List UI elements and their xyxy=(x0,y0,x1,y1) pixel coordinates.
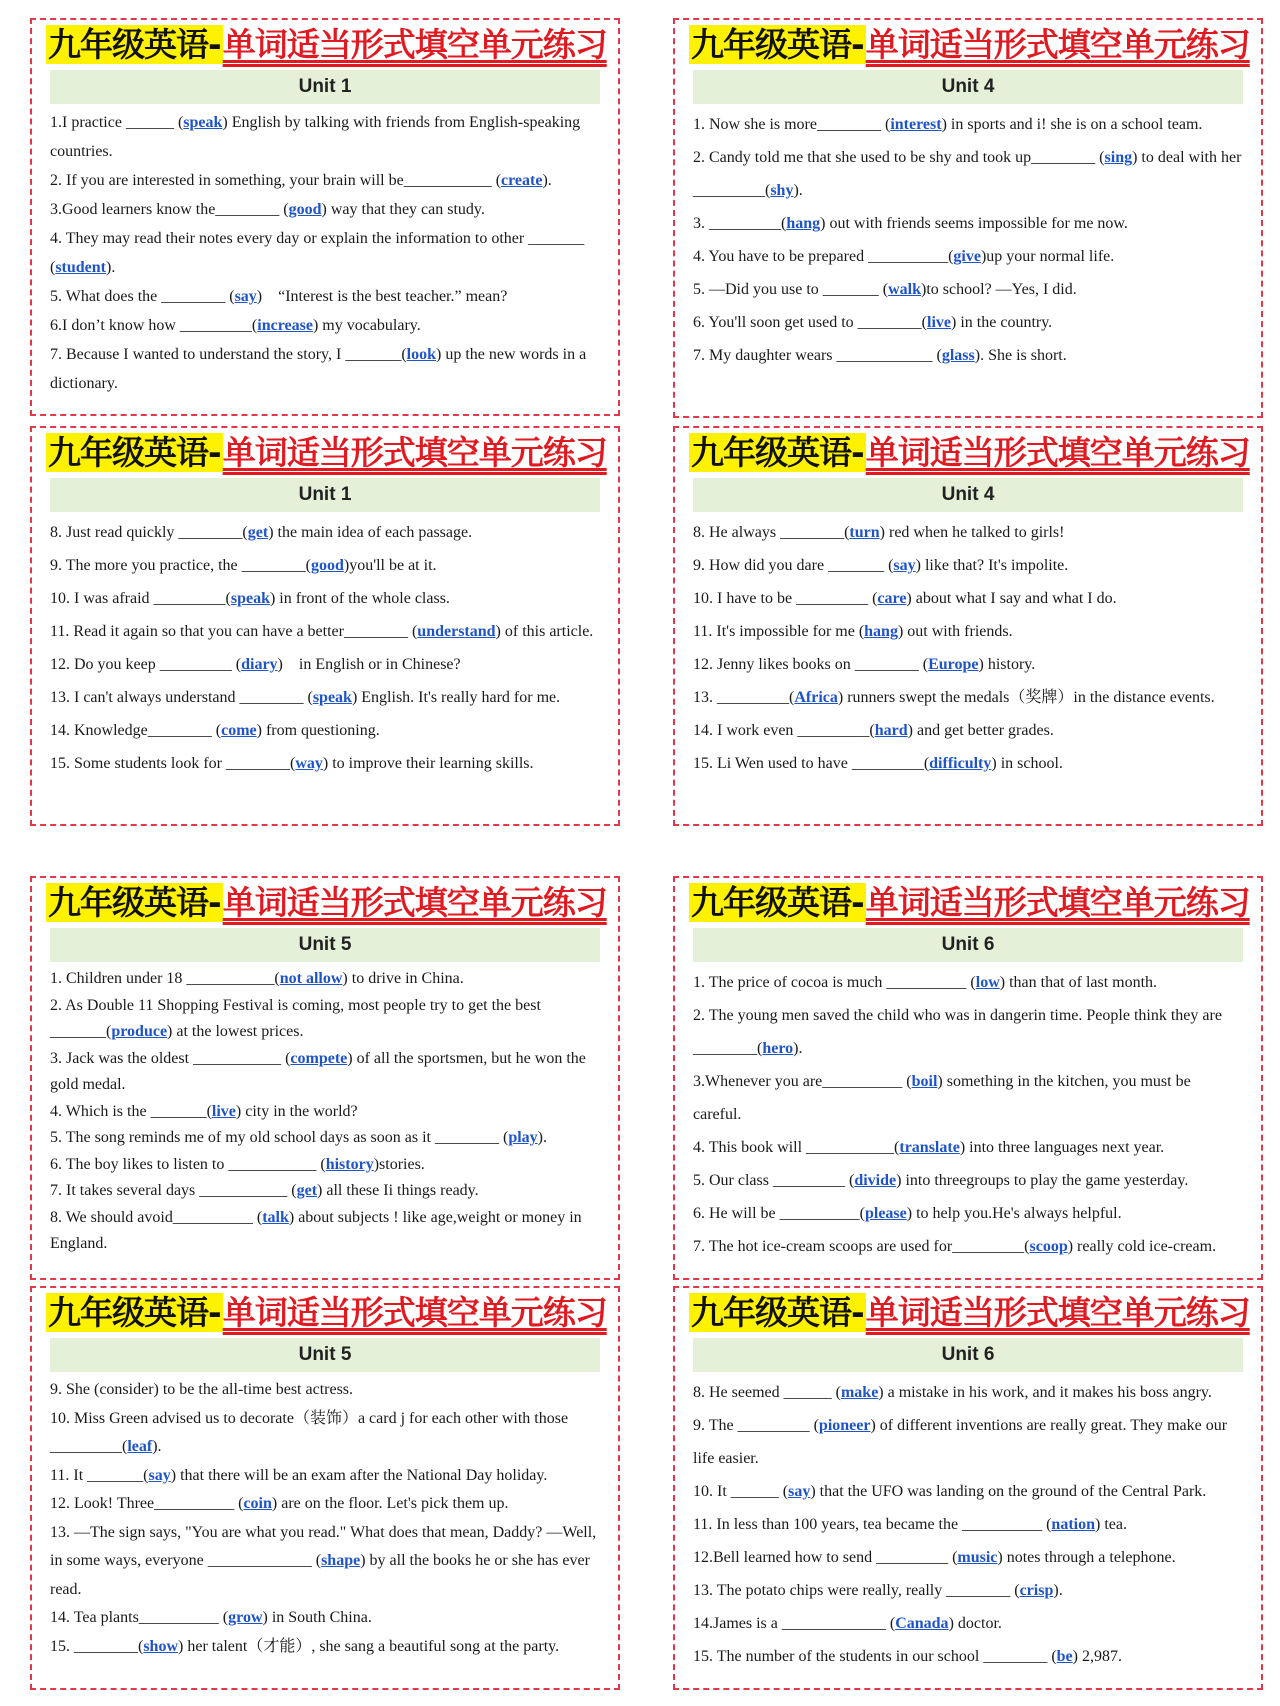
sentence-text: ) at the lowest prices. xyxy=(167,1023,304,1041)
sentence-text: 3. _________( xyxy=(693,215,787,233)
exercise-item xyxy=(50,549,600,582)
hint-word: look xyxy=(406,346,436,364)
card-unit4-part2 xyxy=(673,426,1263,826)
hint-word: understand xyxy=(417,623,496,641)
sentence-text: 4. Which is the _______( xyxy=(50,1102,212,1120)
sentence-text: 5. The song reminds me of my old school days as soon as it ________ ( xyxy=(50,1129,509,1147)
sentence-text: ) by all the books he or she has ever read. xyxy=(50,1552,594,1598)
sentence-text: 10. I have to be _________ ( xyxy=(693,590,878,608)
sentence-text: ) in sports and i! she is on a school team. xyxy=(941,116,1203,134)
sentence-text: 3.Good learners know the________ ( xyxy=(50,201,289,219)
exercise-list xyxy=(689,962,1247,1263)
exercise-item xyxy=(50,1462,600,1491)
exercise-item xyxy=(50,615,600,648)
exercise-item xyxy=(693,1131,1243,1164)
card-title: 九年级英语-单词适当形式填空单元练习 xyxy=(691,1293,1250,1332)
exercise-item xyxy=(50,340,600,398)
card-title: 九年级英语-单词适当形式填空单元练习 xyxy=(48,1293,607,1332)
sentence-text: ) of this article. xyxy=(495,623,594,641)
exercise-item xyxy=(693,1065,1243,1131)
hint-word: grow xyxy=(228,1609,263,1627)
exercise-list xyxy=(46,1372,604,1661)
sentence-text: 15. Li Wen used to have _________( xyxy=(693,755,930,773)
sentence-text: ) the main idea of each passage. xyxy=(268,524,473,542)
exercise-item xyxy=(50,582,600,615)
sentence-text: )you'll be at it. xyxy=(343,557,437,575)
sentence-text: 1. Children under 18 ___________( xyxy=(50,970,280,988)
hint-word: interest xyxy=(890,116,942,134)
exercise-item xyxy=(50,1490,600,1519)
card-title: 九年级英语-单词适当形式填空单元练习 xyxy=(48,883,607,922)
exercise-item xyxy=(50,1633,600,1662)
exercise-item xyxy=(693,747,1243,780)
exercise-item xyxy=(50,747,600,780)
card-title: 九年级英语-单词适当形式填空单元练习 xyxy=(691,883,1250,922)
exercise-item xyxy=(693,207,1243,240)
card-unit4-part1 xyxy=(673,18,1263,418)
card-title: 九年级英语-单词适当形式填空单元练习 xyxy=(48,25,607,64)
exercise-item xyxy=(50,1178,600,1205)
hint-word: say xyxy=(893,557,916,575)
hint-word: turn xyxy=(849,524,880,542)
hint-word: divide xyxy=(854,1172,897,1190)
hint-word: Europe xyxy=(928,656,979,674)
sentence-text: ) that the UFO was landing on the ground of the Central Park. xyxy=(810,1483,1207,1501)
sentence-text: ) to improve their learning skills. xyxy=(322,755,534,773)
sentence-text: ) into three languages next year. xyxy=(959,1139,1165,1157)
sentence-text: 14.James is a _____________ ( xyxy=(693,1615,896,1633)
hint-word: sing xyxy=(1104,149,1133,167)
sentence-text: 2. Candy told me that she used to be shy and took up________ ( xyxy=(693,149,1105,167)
sentence-text: ) out with friends seems impossible for me now. xyxy=(820,215,1128,233)
hint-word: speak xyxy=(183,114,223,132)
exercise-item xyxy=(693,273,1243,306)
exercise-item xyxy=(693,582,1243,615)
sentence-text: 8. Just read quickly ________( xyxy=(50,524,248,542)
card-unit1-part2 xyxy=(30,426,620,826)
hint-word: say xyxy=(234,288,257,306)
sentence-text: ) notes through a telephone. xyxy=(997,1549,1176,1567)
sentence-text: 12. Jenny likes books on ________ ( xyxy=(693,656,929,674)
hint-word: glass xyxy=(941,347,975,365)
sentence-text: ) like that? It's impolite. xyxy=(915,557,1069,575)
exercise-item xyxy=(693,549,1243,582)
sentence-text: ) my vocabulary. xyxy=(312,317,421,335)
exercise-item xyxy=(50,1152,600,1179)
exercise-list xyxy=(46,512,604,780)
sentence-text: 6. You'll soon get used to ________( xyxy=(693,314,928,332)
sentence-text: ) tea. xyxy=(1095,1516,1127,1534)
sentence-text: ) 2,987. xyxy=(1072,1648,1122,1666)
sentence-text: ) in school. xyxy=(991,755,1063,773)
exercise-item xyxy=(693,1409,1243,1475)
sentence-text: ). xyxy=(793,182,803,200)
sentence-text: 15. The number of the students in our school ________ ( xyxy=(693,1648,1057,1666)
sentence-text: ). She is short. xyxy=(974,347,1067,365)
sentence-text: ) in South China. xyxy=(262,1609,372,1627)
exercise-item xyxy=(50,681,600,714)
exercise-item xyxy=(693,1376,1243,1409)
sentence-text: ) way that they can study. xyxy=(321,201,485,219)
sentence-text: 9. How did you dare _______ ( xyxy=(693,557,894,575)
sentence-text: ) up the new words in a dictionary. xyxy=(50,346,591,393)
hint-word: crisp xyxy=(1019,1582,1054,1600)
exercise-item xyxy=(693,999,1243,1065)
hint-word: compete xyxy=(290,1049,348,1067)
hint-word: way xyxy=(295,755,323,773)
exercise-item xyxy=(50,966,600,993)
sentence-text: 4. They may read their notes every day or explain the information to other _______ ( xyxy=(50,230,589,277)
unit-label: Unit 5 xyxy=(50,1338,600,1372)
hint-word: low xyxy=(975,974,1000,992)
exercise-item xyxy=(693,1475,1243,1508)
sentence-text: ) English by talking with friends from English-speaking countries. xyxy=(50,114,585,161)
sentence-text: 13. The potato chips were really, really ________ ( xyxy=(693,1582,1020,1600)
sentence-text: 12. Do you keep _________ ( xyxy=(50,656,242,674)
exercise-item xyxy=(693,681,1243,714)
sentence-text: 7. Because I wanted to understand the story, I _______( xyxy=(50,346,407,364)
hint-word: give xyxy=(953,248,981,266)
hint-word: come xyxy=(221,722,257,740)
exercise-item xyxy=(50,1405,600,1462)
hint-word: scoop xyxy=(1029,1238,1068,1256)
hint-word: hang xyxy=(786,215,821,233)
exercise-item xyxy=(50,1125,600,1152)
sentence-text: ) runners swept the medals（奖牌）in the distance events. xyxy=(837,689,1215,707)
sentence-text: 6. He will be __________( xyxy=(693,1205,865,1223)
sentence-text: 10. Miss Green advised us to decorate（装饰）a card j for each other with those _________( xyxy=(50,1409,573,1456)
sentence-text: 1. The price of cocoa is much __________ ( xyxy=(693,974,976,992)
hint-word: not allow xyxy=(279,970,343,988)
sentence-text: )to school? —Yes, I did. xyxy=(921,281,1077,299)
sentence-text: ) all these Ii things ready. xyxy=(317,1182,479,1200)
hint-word: speak xyxy=(312,689,352,707)
exercise-item xyxy=(693,714,1243,747)
sentence-text: ) about subjects ! like age,weight or money in England. xyxy=(50,1208,586,1253)
sentence-text: ) of all the sportsmen, but he won the gold medal. xyxy=(50,1049,590,1094)
card-title: 九年级英语-单词适当形式填空单元练习 xyxy=(691,433,1250,472)
exercise-item xyxy=(50,1604,600,1633)
sentence-text: ) city in the world? xyxy=(235,1102,358,1120)
card-unit6-part1 xyxy=(673,876,1263,1280)
unit-label: Unit 4 xyxy=(693,478,1243,512)
sentence-text: ). xyxy=(537,1129,547,1147)
sentence-text: ) to deal with her _________( xyxy=(693,149,1246,200)
hint-word: shy xyxy=(770,182,794,200)
exercise-item xyxy=(50,195,600,224)
exercise-list xyxy=(46,104,604,398)
hint-word: please xyxy=(864,1205,907,1223)
exercise-item xyxy=(693,1164,1243,1197)
hint-word: care xyxy=(877,590,907,608)
exercise-item xyxy=(50,993,600,1046)
sentence-text: 4. You have to be prepared __________( xyxy=(693,248,954,266)
hint-word: difficulty xyxy=(929,755,992,773)
sentence-text: 3. Jack was the oldest ___________ ( xyxy=(50,1049,291,1067)
hint-word: nation xyxy=(1051,1516,1095,1534)
card-title: 九年级英语-单词适当形式填空单元练习 xyxy=(48,433,607,472)
sentence-text: ) are on the floor. Let's pick them up. xyxy=(271,1495,509,1513)
hint-word: live xyxy=(211,1102,236,1120)
hint-word: music xyxy=(957,1549,998,1567)
sentence-text: 15. ________( xyxy=(50,1637,144,1655)
exercise-item xyxy=(50,224,600,282)
sentence-text: 8. He always ________( xyxy=(693,524,850,542)
unit-label: Unit 5 xyxy=(50,928,600,962)
sentence-text: ). xyxy=(152,1438,162,1456)
sentence-text: ). xyxy=(542,172,552,190)
exercise-item xyxy=(50,1205,600,1258)
hint-word: leaf xyxy=(127,1438,153,1456)
exercise-item xyxy=(693,648,1243,681)
sentence-text: 2. The young men saved the child who was in dangerin time. People think they are ________( xyxy=(693,1007,1226,1058)
card-unit6-part2 xyxy=(673,1286,1263,1690)
exercise-list xyxy=(689,104,1247,372)
hint-word: say xyxy=(788,1483,811,1501)
sentence-text: ) in English or in Chinese? xyxy=(277,656,461,674)
sentence-text: 13. —The sign says, "You are what you read." What does that mean, Daddy? —Well, in some ways, everyone _____________ ( xyxy=(50,1523,601,1570)
exercise-item xyxy=(693,141,1246,207)
sentence-text: ) to help you.He's always helpful. xyxy=(906,1205,1122,1223)
exercise-item xyxy=(693,1230,1243,1263)
sentence-text: 4. This book will ___________( xyxy=(693,1139,900,1157)
sentence-text: ) in the country. xyxy=(951,314,1053,332)
exercise-item xyxy=(50,311,600,340)
card-unit5-part1 xyxy=(30,876,620,1280)
hint-word: Canada xyxy=(895,1615,949,1633)
sentence-text: 2. If you are interested in something, your brain will be___________ ( xyxy=(50,172,502,190)
exercise-item xyxy=(50,1376,600,1405)
sentence-text: 9. She (consider) to be the all-time best actress. xyxy=(50,1381,354,1399)
hint-word: boil xyxy=(911,1073,938,1091)
sentence-text: 13. I can't always understand ________ ( xyxy=(50,689,313,707)
sentence-text: 14. Tea plants__________ ( xyxy=(50,1609,229,1627)
sentence-text: 5. Our class _________ ( xyxy=(693,1172,855,1190)
sentence-text: ) out with friends. xyxy=(897,623,1013,641)
exercise-item xyxy=(50,648,600,681)
sentence-text: )stories. xyxy=(373,1155,425,1173)
card-unit5-part2 xyxy=(30,1286,620,1690)
hint-word: get xyxy=(296,1182,318,1200)
exercise-list xyxy=(689,1372,1247,1673)
sentence-text: 1.I practice ______ ( xyxy=(50,114,184,132)
exercise-item xyxy=(693,1574,1243,1607)
hint-word: hero xyxy=(762,1040,794,1058)
sentence-text: 14. I work even _________( xyxy=(693,722,875,740)
exercise-item xyxy=(693,108,1243,141)
sentence-text: ) something in the kitchen, you must be careful. xyxy=(693,1073,1195,1124)
sentence-text: 1. Now she is more________ ( xyxy=(693,116,891,134)
sentence-text: )up your normal life. xyxy=(980,248,1115,266)
hint-word: speak xyxy=(230,590,270,608)
exercise-item xyxy=(50,516,600,549)
sentence-text: 11. It's impossible for me ( xyxy=(693,623,865,641)
hint-word: be xyxy=(1056,1648,1073,1666)
exercise-item xyxy=(693,1607,1243,1640)
sentence-text: 10. It ______ ( xyxy=(693,1483,789,1501)
hint-word: talk xyxy=(262,1208,289,1226)
sentence-text: ) her talent（才能）, she sang a beautiful song at the party. xyxy=(178,1637,560,1655)
exercise-item xyxy=(693,1541,1243,1574)
exercise-item xyxy=(50,282,600,311)
sentence-text: ) history. xyxy=(978,656,1036,674)
hint-word: student xyxy=(55,259,107,277)
sentence-text: 2. As Double 11 Shopping Festival is coming, most people try to get the best _______( xyxy=(50,996,545,1041)
hint-word: Africa xyxy=(794,689,838,707)
sentence-text: 13. _________( xyxy=(693,689,795,707)
sentence-text: 9. The more you practice, the ________( xyxy=(50,557,311,575)
hint-word: show xyxy=(143,1637,179,1655)
sentence-text: 12. Look! Three__________ ( xyxy=(50,1495,244,1513)
exercise-item xyxy=(50,1099,600,1126)
sentence-text: 11. Read it again so that you can have a better________ ( xyxy=(50,623,418,641)
exercise-item xyxy=(693,1508,1243,1541)
hint-word: history xyxy=(325,1155,374,1173)
hint-word: walk xyxy=(888,281,922,299)
hint-word: diary xyxy=(241,656,278,674)
exercise-item xyxy=(50,714,600,747)
exercise-list xyxy=(46,962,604,1258)
sentence-text: 11. In less than 100 years, tea became the __________ ( xyxy=(693,1516,1052,1534)
exercise-item xyxy=(693,339,1243,372)
sentence-text: 12.Bell learned how to send _________ ( xyxy=(693,1549,958,1567)
hint-word: hard xyxy=(874,722,908,740)
sentence-text: ) of different inventions are really great. They make our life easier. xyxy=(693,1417,1232,1468)
sentence-text: ) red when he talked to girls! xyxy=(879,524,1065,542)
sentence-text: ) to drive in China. xyxy=(342,970,464,988)
exercise-item xyxy=(50,108,600,166)
sentence-text: ) doctor. xyxy=(948,1615,1002,1633)
sentence-text: ) really cold ice-cream. xyxy=(1067,1238,1217,1256)
hint-word: good xyxy=(310,557,344,575)
exercise-item xyxy=(693,966,1243,999)
sentence-text: ) a mistake in his work, and it makes his boss angry. xyxy=(878,1384,1212,1402)
sentence-text: 6. The boy likes to listen to ___________ ( xyxy=(50,1155,326,1173)
exercise-item xyxy=(50,1046,600,1099)
hint-word: shape xyxy=(321,1552,361,1570)
hint-word: make xyxy=(840,1384,879,1402)
unit-label: Unit 1 xyxy=(50,478,600,512)
unit-label: Unit 1 xyxy=(50,70,600,104)
sentence-text: ) into threegroups to play the game yesterday. xyxy=(896,1172,1189,1190)
hint-word: live xyxy=(927,314,952,332)
sentence-text: ) English. It's really hard for me. xyxy=(351,689,561,707)
sentence-text: 8. He seemed ______ ( xyxy=(693,1384,841,1402)
sentence-text: ) in front of the whole class. xyxy=(269,590,450,608)
card-title: 九年级英语-单词适当形式填空单元练习 xyxy=(691,25,1250,64)
hint-word: increase xyxy=(257,317,313,335)
sentence-text: 15. Some students look for ________( xyxy=(50,755,296,773)
sentence-text: ) and get better grades. xyxy=(907,722,1054,740)
hint-word: play xyxy=(508,1129,538,1147)
exercise-item xyxy=(693,1640,1243,1673)
hint-word: say xyxy=(148,1466,171,1484)
hint-word: translate xyxy=(899,1139,960,1157)
sentence-text: 7. My daughter wears ____________ ( xyxy=(693,347,942,365)
hint-word: get xyxy=(247,524,269,542)
hint-word: good xyxy=(288,201,322,219)
sentence-text: 7. The hot ice-cream scoops are used for_________( xyxy=(693,1238,1030,1256)
unit-label: Unit 6 xyxy=(693,928,1243,962)
sentence-text: ) from questioning. xyxy=(256,722,380,740)
hint-word: create xyxy=(501,172,543,190)
sentence-text: 8. We should avoid__________ ( xyxy=(50,1208,263,1226)
hint-word: pioneer xyxy=(818,1417,871,1435)
exercise-item xyxy=(50,166,600,195)
sentence-text: 5. What does the ________ ( xyxy=(50,288,235,306)
sentence-text: 3.Whenever you are__________ ( xyxy=(693,1073,912,1091)
sentence-text: 9. The _________ ( xyxy=(693,1417,819,1435)
hint-word: hang xyxy=(864,623,898,641)
exercise-item xyxy=(693,240,1243,273)
exercise-item xyxy=(693,306,1243,339)
sentence-text: ) that there will be an exam after the National Day holiday. xyxy=(170,1466,548,1484)
sentence-text: ) than that of last month. xyxy=(999,974,1158,992)
unit-label: Unit 6 xyxy=(693,1338,1243,1372)
sentence-text: ). xyxy=(1053,1582,1063,1600)
card-unit1-part1 xyxy=(30,18,620,416)
hint-word: coin xyxy=(243,1495,272,1513)
hint-word: produce xyxy=(111,1023,168,1041)
sentence-text: ) about what I say and what I do. xyxy=(906,590,1117,608)
exercise-item xyxy=(693,615,1243,648)
sentence-text: ) “Interest is the best teacher.” mean? xyxy=(256,288,508,306)
sentence-text: 6.I don’t know how _________( xyxy=(50,317,258,335)
sentence-text: 11. It _______( xyxy=(50,1466,149,1484)
sentence-text: ). xyxy=(106,259,116,277)
exercise-list xyxy=(689,512,1247,780)
sentence-text: 14. Knowledge________ ( xyxy=(50,722,222,740)
exercise-item xyxy=(693,1197,1243,1230)
exercise-item xyxy=(693,516,1243,549)
unit-label: Unit 4 xyxy=(693,70,1243,104)
sentence-text: 5. —Did you use to _______ ( xyxy=(693,281,889,299)
exercise-item xyxy=(50,1519,600,1605)
sentence-text: 10. I was afraid _________( xyxy=(50,590,231,608)
sentence-text: 7. It takes several days ___________ ( xyxy=(50,1182,297,1200)
sentence-text: ). xyxy=(793,1040,803,1058)
